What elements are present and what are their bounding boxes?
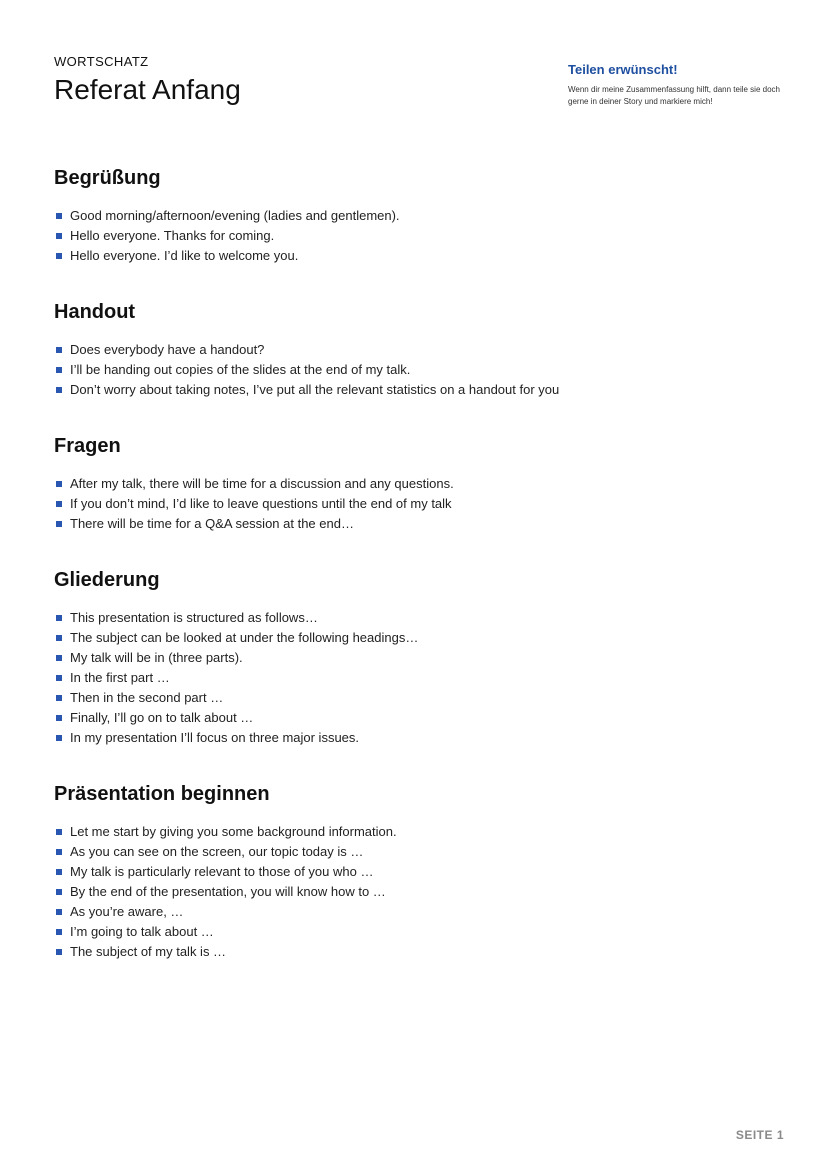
- section-gliederung: [54, 569, 418, 748]
- bullet-icon: [56, 501, 62, 507]
- section-fragen: [54, 435, 454, 534]
- section-heading: Begrüßung: [54, 167, 161, 189]
- bullet-icon: [56, 347, 62, 353]
- bullet-icon: [56, 949, 62, 955]
- section-praesentation-beginnen: [54, 783, 397, 962]
- list-item: The subject can be looked at under the following headings…: [54, 628, 418, 648]
- list-item: By the end of the presentation, you will know how to …: [54, 882, 397, 902]
- list-item: I’m going to talk about …: [54, 922, 397, 942]
- list-item: Then in the second part …: [54, 688, 418, 708]
- bullet-icon: [56, 213, 62, 219]
- bullet-icon: [56, 253, 62, 259]
- bullet-icon: [56, 715, 62, 721]
- list-item: Don’t worry about taking notes, I’ve put all the relevant statistics on a handout for you: [54, 380, 559, 400]
- bullet-icon: [56, 929, 62, 935]
- share-title: Teilen erwünscht!: [568, 62, 678, 77]
- list-item: My talk will be in (three parts).: [54, 648, 418, 668]
- list-item: As you can see on the screen, our topic today is …: [54, 842, 397, 862]
- bullet-list: [54, 474, 454, 534]
- bullet-icon: [56, 829, 62, 835]
- bullet-icon: [56, 655, 62, 661]
- bullet-icon: [56, 233, 62, 239]
- bullet-icon: [56, 615, 62, 621]
- list-item: This presentation is structured as follows…: [54, 608, 418, 628]
- bullet-list: [54, 340, 559, 400]
- section-heading: Handout: [54, 301, 136, 323]
- list-item: Finally, I’ll go on to talk about …: [54, 708, 418, 728]
- list-item: After my talk, there will be time for a discussion and any questions.: [54, 474, 454, 494]
- list-item: I’ll be handing out copies of the slides at the end of my talk.: [54, 360, 559, 380]
- bullet-icon: [56, 675, 62, 681]
- bullet-icon: [56, 735, 62, 741]
- list-item: There will be time for a Q&A session at the end…: [54, 514, 454, 534]
- bullet-icon: [56, 695, 62, 701]
- bullet-icon: [56, 869, 62, 875]
- document-title: Referat Anfang: [54, 74, 241, 105]
- bullet-icon: [56, 849, 62, 855]
- page-number: SEITE 1: [735, 1128, 784, 1142]
- share-box: [568, 62, 798, 108]
- document-kicker: WORTSCHATZ: [54, 54, 149, 69]
- document-header: [54, 54, 241, 106]
- section-heading: Fragen: [54, 435, 121, 457]
- bullet-icon: [56, 889, 62, 895]
- list-item: Hello everyone. I’d like to welcome you.: [54, 246, 400, 266]
- list-item: Good morning/afternoon/evening (ladies and gentlemen).: [54, 206, 400, 226]
- bullet-icon: [56, 909, 62, 915]
- list-item: Does everybody have a handout?: [54, 340, 559, 360]
- bullet-icon: [56, 635, 62, 641]
- section-handout: [54, 301, 559, 400]
- bullet-icon: [56, 367, 62, 373]
- bullet-icon: [56, 521, 62, 527]
- list-item: Let me start by giving you some background information.: [54, 822, 397, 842]
- bullet-list: [54, 822, 397, 962]
- list-item: The subject of my talk is …: [54, 942, 397, 962]
- list-item: In the first part …: [54, 668, 418, 688]
- list-item: As you’re aware, …: [54, 902, 397, 922]
- list-item: In my presentation I’ll focus on three major issues.: [54, 728, 418, 748]
- section-heading: Gliederung: [54, 569, 160, 591]
- section-begruessung: [54, 167, 400, 266]
- list-item: My talk is particularly relevant to those of you who …: [54, 862, 397, 882]
- bullet-list: [54, 206, 400, 266]
- list-item: If you don’t mind, I’d like to leave questions until the end of my talk: [54, 494, 454, 514]
- bullet-icon: [56, 387, 62, 393]
- list-item: Hello everyone. Thanks for coming.: [54, 226, 400, 246]
- section-heading: Präsentation beginnen: [54, 783, 270, 805]
- bullet-icon: [56, 481, 62, 487]
- bullet-list: [54, 608, 418, 748]
- share-text: Wenn dir meine Zusammenfassung hilft, dann teile sie doch gerne in deiner Story und markiere mich!: [568, 85, 780, 106]
